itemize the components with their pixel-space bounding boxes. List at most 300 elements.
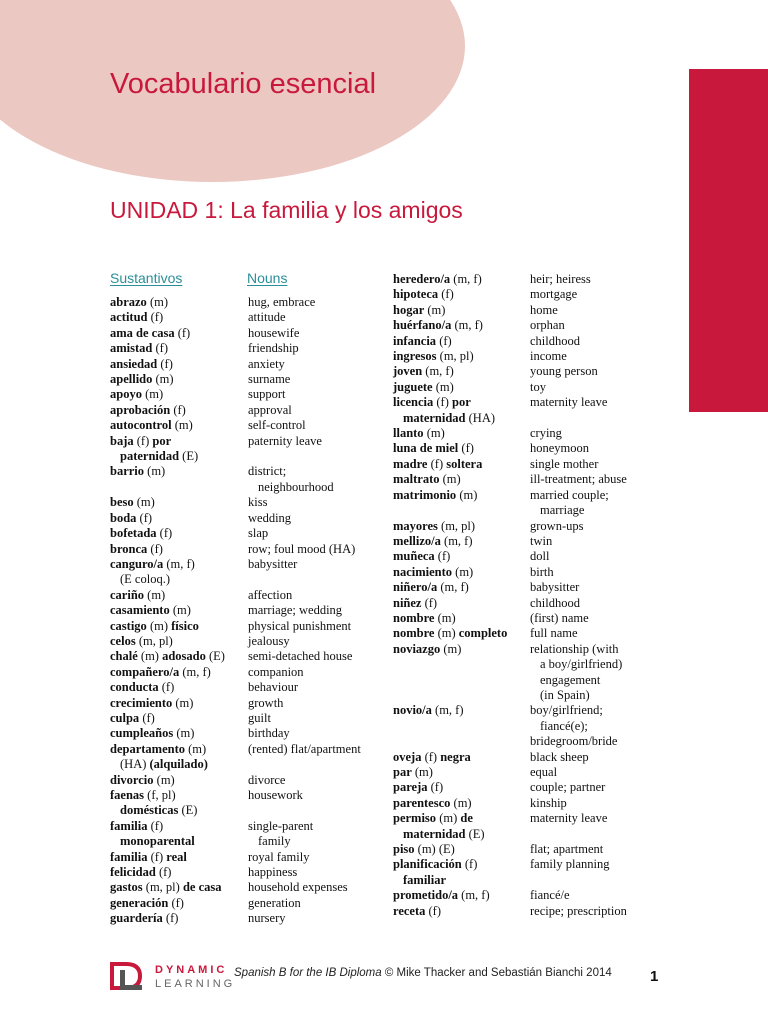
english-translation <box>530 780 655 795</box>
translation-line: black sheep <box>530 749 589 764</box>
gender-marker: (m) <box>453 795 472 810</box>
gender-marker: (m) <box>427 302 446 317</box>
translation-line: maternity leave <box>530 811 608 826</box>
spanish-term <box>393 488 530 519</box>
gender-marker: (m) <box>459 487 478 502</box>
vocab-entry <box>393 888 655 903</box>
vocab-entry <box>110 726 398 741</box>
english-translation <box>530 703 655 749</box>
vocab-entry <box>110 542 398 557</box>
term-word: crecimiento <box>110 695 173 710</box>
english-translation <box>248 896 398 911</box>
spanish-term <box>110 372 248 387</box>
gender-marker: (f) <box>436 395 449 410</box>
english-translation <box>248 526 398 541</box>
english-translation <box>530 334 655 349</box>
translation-line: household expenses <box>248 880 348 895</box>
english-translation <box>530 472 655 487</box>
english-translation <box>530 318 655 333</box>
translation-line: paternity leave <box>248 433 322 448</box>
gender-marker: (f) <box>161 680 175 695</box>
english-translation <box>248 880 398 895</box>
term-word: maltrato <box>393 472 440 487</box>
translation-line: wedding <box>248 510 292 525</box>
translation-line: family planning <box>530 857 610 872</box>
term-word: apellido <box>110 372 153 387</box>
vocab-entry <box>110 511 398 526</box>
english-translation <box>248 726 398 741</box>
english-translation <box>248 711 398 726</box>
gender-marker: (m, f) <box>461 888 490 903</box>
vocab-entry <box>110 310 398 325</box>
logo-text-dynamic: DYNAMIC <box>155 964 228 976</box>
spanish-term <box>393 857 530 888</box>
term-word: soltera <box>446 456 483 471</box>
term-word: ama de casa <box>110 325 175 340</box>
english-translation <box>530 626 655 641</box>
vocab-entry <box>110 341 398 356</box>
gender-marker: (f) <box>428 903 442 918</box>
gender-marker: (f) <box>159 526 173 541</box>
translation-line: relationship (with <box>530 641 619 656</box>
spanish-term <box>393 796 530 811</box>
translation-line: divorce <box>248 772 286 787</box>
english-translation <box>530 380 655 395</box>
term-word: aprobación <box>110 402 171 417</box>
term-word: chalé <box>110 649 138 664</box>
term-word: por <box>452 395 471 410</box>
term-word: por <box>152 433 172 448</box>
term-word: negra <box>440 749 471 764</box>
english-translation <box>530 488 655 519</box>
vocab-entry <box>393 441 655 456</box>
gender-marker: (m) <box>156 772 175 787</box>
translation-line: friendship <box>248 341 299 356</box>
term-word: amistad <box>110 341 153 356</box>
term-word: cumpleaños <box>110 726 174 741</box>
term-word: ingresos <box>393 349 437 364</box>
spanish-term <box>393 626 530 641</box>
gender-marker: (f) <box>150 849 164 864</box>
term-word: piso <box>393 842 415 857</box>
translation-line: twin <box>530 533 553 548</box>
spanish-term <box>393 534 530 549</box>
gender-marker: (f) <box>173 402 186 417</box>
vocab-entry <box>110 696 398 711</box>
translation-line: nursery <box>248 911 286 926</box>
translation-line: bridegroom/bride <box>530 734 618 749</box>
english-column-header: Nouns <box>247 270 288 286</box>
spanish-term <box>393 441 530 456</box>
term-word: casamiento <box>110 603 170 618</box>
vocab-entry <box>393 750 655 765</box>
vocab-entry <box>393 565 655 580</box>
vocab-entry <box>110 634 398 649</box>
term-word: paternidad <box>120 449 180 464</box>
footer-credit <box>234 967 612 979</box>
spanish-term <box>110 341 248 356</box>
spanish-term <box>393 395 530 426</box>
translation-line: babysitter <box>248 556 298 571</box>
term-word: físico <box>171 618 199 633</box>
english-translation <box>530 549 655 564</box>
english-translation <box>248 680 398 695</box>
spanish-term <box>393 349 530 364</box>
english-translation <box>248 634 398 649</box>
english-translation <box>530 796 655 811</box>
english-translation <box>530 457 655 472</box>
spanish-term <box>110 511 248 526</box>
translation-line: behaviour <box>248 680 298 695</box>
gender-marker: (f) <box>150 541 163 556</box>
spanish-term <box>110 418 248 433</box>
term-word: guardería <box>110 911 163 926</box>
vocab-entry <box>110 788 398 819</box>
gender-marker: (HA) <box>120 757 147 772</box>
vocab-entry <box>110 742 398 773</box>
vocab-entry <box>110 865 398 880</box>
gender-marker: (m) <box>414 765 433 779</box>
vocab-entry <box>393 380 655 395</box>
spanish-term <box>393 565 530 580</box>
term-word: departamento <box>110 741 185 756</box>
english-translation <box>530 750 655 765</box>
gender-marker: (m, pl) <box>439 349 474 364</box>
term-word: joven <box>393 364 423 379</box>
vocab-entry <box>110 603 398 618</box>
translation-line: babysitter <box>530 580 580 595</box>
spanish-term <box>110 680 248 695</box>
vocab-entry <box>393 534 655 549</box>
gender-marker: (f) <box>177 325 191 340</box>
term-word: luna de miel <box>393 441 459 456</box>
term-word: castigo <box>110 618 147 633</box>
translation-line: (rented) flat/apartment <box>248 741 361 756</box>
term-word: familia <box>110 818 148 833</box>
term-word: novio/a <box>393 703 432 718</box>
english-translation <box>248 911 398 926</box>
english-translation <box>530 303 655 318</box>
spanish-term <box>110 387 248 402</box>
english-translation <box>248 295 398 310</box>
term-word: abrazo <box>110 295 147 309</box>
vocab-entry <box>393 611 655 626</box>
spanish-term <box>393 380 530 395</box>
english-translation <box>248 326 398 341</box>
gender-marker: (m, f) <box>425 364 454 379</box>
term-word: apoyo <box>110 387 142 402</box>
english-translation <box>530 287 655 302</box>
vocab-entry <box>393 426 655 441</box>
gender-marker: (f) <box>464 857 478 872</box>
footer-book-title: Spanish B for the IB Diploma <box>234 967 382 979</box>
vocab-entry <box>110 619 398 634</box>
translation-line: income <box>530 349 567 364</box>
term-word: (alquilado) <box>149 757 208 772</box>
term-word: huérfano/a <box>393 318 452 333</box>
translation-line: boy/girlfriend; <box>530 703 603 718</box>
gender-marker: (f) <box>439 333 452 348</box>
gender-marker: (E) <box>181 803 198 818</box>
translation-line: orphan <box>530 318 565 333</box>
translation-line: anxiety <box>248 356 285 371</box>
spanish-term <box>110 711 248 726</box>
gender-marker: (m, f) <box>444 533 473 548</box>
translation-line: self-control <box>248 418 306 433</box>
english-translation <box>248 557 398 588</box>
translation-line: childhood <box>530 333 580 348</box>
english-translation <box>248 418 398 433</box>
spanish-term <box>393 303 530 318</box>
term-word: maternidad <box>403 826 466 841</box>
spanish-term <box>393 549 530 564</box>
spanish-term <box>110 357 248 372</box>
translation-line: single-parent <box>248 818 314 833</box>
term-word: llanto <box>393 426 424 441</box>
spanish-term <box>110 557 248 588</box>
gender-marker: (m, f) <box>440 580 469 595</box>
gender-marker: (m, f) <box>435 703 464 718</box>
translation-line: semi-detached house <box>248 649 353 664</box>
term-word: compañero/a <box>110 664 180 679</box>
term-word: celos <box>110 633 136 648</box>
spanish-term <box>110 588 248 603</box>
gender-marker: (m, pl) <box>145 880 180 895</box>
gender-marker: (m) <box>145 387 164 402</box>
gender-marker: (m, pl) <box>441 518 476 533</box>
english-translation <box>248 819 398 850</box>
term-word: par <box>393 765 412 779</box>
vocab-column-right <box>393 272 655 919</box>
gender-marker: (f) <box>142 710 155 725</box>
gender-marker: (m) <box>155 372 174 387</box>
spanish-term <box>393 457 530 472</box>
english-translation <box>248 542 398 557</box>
vocab-entry <box>393 472 655 487</box>
english-translation <box>530 519 655 534</box>
spanish-term <box>393 780 530 795</box>
spanish-term <box>110 649 248 664</box>
spanish-term <box>393 519 530 534</box>
gender-marker: (f) <box>155 341 168 356</box>
english-translation <box>530 441 655 456</box>
spanish-term <box>393 750 530 765</box>
spanish-term <box>393 596 530 611</box>
gender-marker: (m, f) <box>182 664 211 679</box>
vocab-entry <box>110 557 398 588</box>
term-word: divorcio <box>110 772 154 787</box>
translation-line: surname <box>248 372 291 387</box>
english-translation <box>248 341 398 356</box>
term-word: planificación <box>393 857 462 872</box>
term-word: niñez <box>393 595 422 610</box>
spanish-term <box>110 742 248 773</box>
translation-line: generation <box>248 895 301 910</box>
gender-marker: (m) <box>147 587 166 602</box>
term-word: autocontrol <box>110 418 172 433</box>
translation-line: couple; partner <box>530 780 606 795</box>
translation-line: hug, embrace <box>248 295 316 309</box>
spanish-term <box>393 611 530 626</box>
term-word: niñero/a <box>393 580 438 595</box>
spanish-term <box>393 472 530 487</box>
vocab-entry <box>393 904 655 919</box>
gender-marker: (f) <box>150 310 164 325</box>
term-word: hogar <box>393 302 425 317</box>
translation-line: (first) name <box>530 610 589 625</box>
english-translation <box>248 372 398 387</box>
gender-marker: (f) <box>424 595 438 610</box>
translation-line: neighbourhood <box>258 479 334 494</box>
translation-line: guilt <box>248 710 271 725</box>
gender-marker: (f) <box>437 549 451 564</box>
vocab-entry <box>110 773 398 788</box>
gender-marker: (m, f) <box>166 556 195 571</box>
vocab-entry <box>110 850 398 865</box>
vocab-entry <box>393 349 655 364</box>
term-word: receta <box>393 903 426 918</box>
spanish-term <box>110 464 248 495</box>
english-translation <box>530 580 655 595</box>
gender-marker: (m, pl) <box>138 633 173 648</box>
term-word: conducta <box>110 680 159 695</box>
gender-marker: (m) <box>149 618 168 633</box>
english-translation <box>530 364 655 379</box>
gender-marker: (m) <box>174 418 193 433</box>
spanish-term <box>110 434 248 465</box>
spanish-term <box>393 287 530 302</box>
vocab-entry <box>393 765 655 780</box>
translation-line: fiancé(e); <box>540 718 588 733</box>
term-word: adosado <box>162 649 206 664</box>
translation-line: grown-ups <box>530 518 584 533</box>
translation-line: happiness <box>248 865 298 880</box>
term-word: oveja <box>393 749 422 764</box>
translation-line: marriage; wedding <box>248 603 343 618</box>
term-word: noviazgo <box>393 641 441 656</box>
term-word: bronca <box>110 541 148 556</box>
vocab-entry <box>110 372 398 387</box>
spanish-term <box>110 773 248 788</box>
logo-text-learning: LEARNING <box>155 978 236 990</box>
spanish-term <box>393 364 530 379</box>
term-word: pareja <box>393 780 428 795</box>
term-word: baja <box>110 433 134 448</box>
gender-marker: (f) <box>139 510 153 525</box>
footer-copyright: © Mike Thacker and Sebastián Bianchi 2014 <box>384 967 612 979</box>
english-translation <box>248 310 398 325</box>
vocab-entry <box>393 780 655 795</box>
english-translation <box>248 511 398 526</box>
translation-line: recipe; prescription <box>530 903 627 918</box>
english-translation <box>530 611 655 626</box>
vocab-entry <box>393 857 655 888</box>
vocab-entry <box>110 588 398 603</box>
spanish-column-header: Sustantivos <box>110 270 183 286</box>
translation-line: a boy/girlfriend) <box>540 657 623 672</box>
translation-line: companion <box>248 664 304 679</box>
term-word: barrio <box>110 464 145 479</box>
gender-marker: (f) <box>150 818 164 833</box>
translation-line: birthday <box>248 726 290 741</box>
spanish-term <box>393 888 530 903</box>
translation-line: royal family <box>248 849 310 864</box>
gender-marker: (m) <box>435 379 454 394</box>
translation-line: slap <box>248 526 269 541</box>
spanish-term <box>110 403 248 418</box>
english-translation <box>530 811 655 842</box>
gender-marker: (HA) <box>468 410 496 425</box>
vocab-entry <box>393 703 655 749</box>
spanish-term <box>110 619 248 634</box>
term-word: permiso <box>393 811 437 826</box>
term-word: nombre <box>393 610 435 625</box>
translation-line: row; foul mood (HA) <box>248 541 356 556</box>
vocab-entry <box>110 680 398 695</box>
spanish-term <box>393 318 530 333</box>
translation-line: (in Spain) <box>540 687 590 702</box>
term-word: prometido/a <box>393 888 459 903</box>
vocab-entry <box>393 811 655 842</box>
vocab-entry <box>393 642 655 704</box>
term-word: boda <box>110 510 137 525</box>
translation-line: flat; apartment <box>530 842 604 857</box>
spanish-term <box>110 603 248 618</box>
vocab-entry <box>393 318 655 333</box>
spanish-term <box>110 788 248 819</box>
gender-marker: (m) <box>172 603 191 618</box>
translation-line: home <box>530 302 558 317</box>
term-word: hipoteca <box>393 287 439 302</box>
gender-marker: (m) <box>443 641 462 656</box>
gender-marker: (m, f) <box>453 272 482 286</box>
english-translation <box>248 773 398 788</box>
gender-marker: (E coloq.) <box>120 572 170 587</box>
english-translation <box>248 850 398 865</box>
translation-line: fiancé/e <box>530 888 570 903</box>
gender-marker: (m, f) <box>454 318 483 333</box>
vocab-entry <box>393 549 655 564</box>
vocab-entry <box>393 519 655 534</box>
translation-line: engagement <box>540 672 601 687</box>
vocab-entry <box>393 580 655 595</box>
spanish-term <box>393 642 530 704</box>
translation-line: birth <box>530 564 554 579</box>
term-word: familia <box>110 849 148 864</box>
english-translation <box>530 534 655 549</box>
term-word: nombre <box>393 626 435 641</box>
spanish-term <box>110 326 248 341</box>
english-translation <box>248 357 398 372</box>
english-translation <box>530 857 655 888</box>
gender-marker: (E) <box>182 449 199 464</box>
translation-line: support <box>248 387 286 402</box>
translation-line: doll <box>530 549 550 564</box>
translation-line: full name <box>530 626 578 641</box>
translation-line: approval <box>248 402 292 417</box>
term-word: juguete <box>393 379 433 394</box>
spanish-term <box>393 272 530 287</box>
vocab-entry <box>393 272 655 287</box>
gender-marker: (f) <box>171 895 184 910</box>
gender-marker: (f) <box>158 865 172 880</box>
translation-line: housework <box>248 788 303 802</box>
vocab-entry <box>110 403 398 418</box>
gender-marker: (f) <box>441 287 454 302</box>
spanish-term <box>110 865 248 880</box>
spanish-term <box>110 526 248 541</box>
term-word: de casa <box>182 880 222 895</box>
